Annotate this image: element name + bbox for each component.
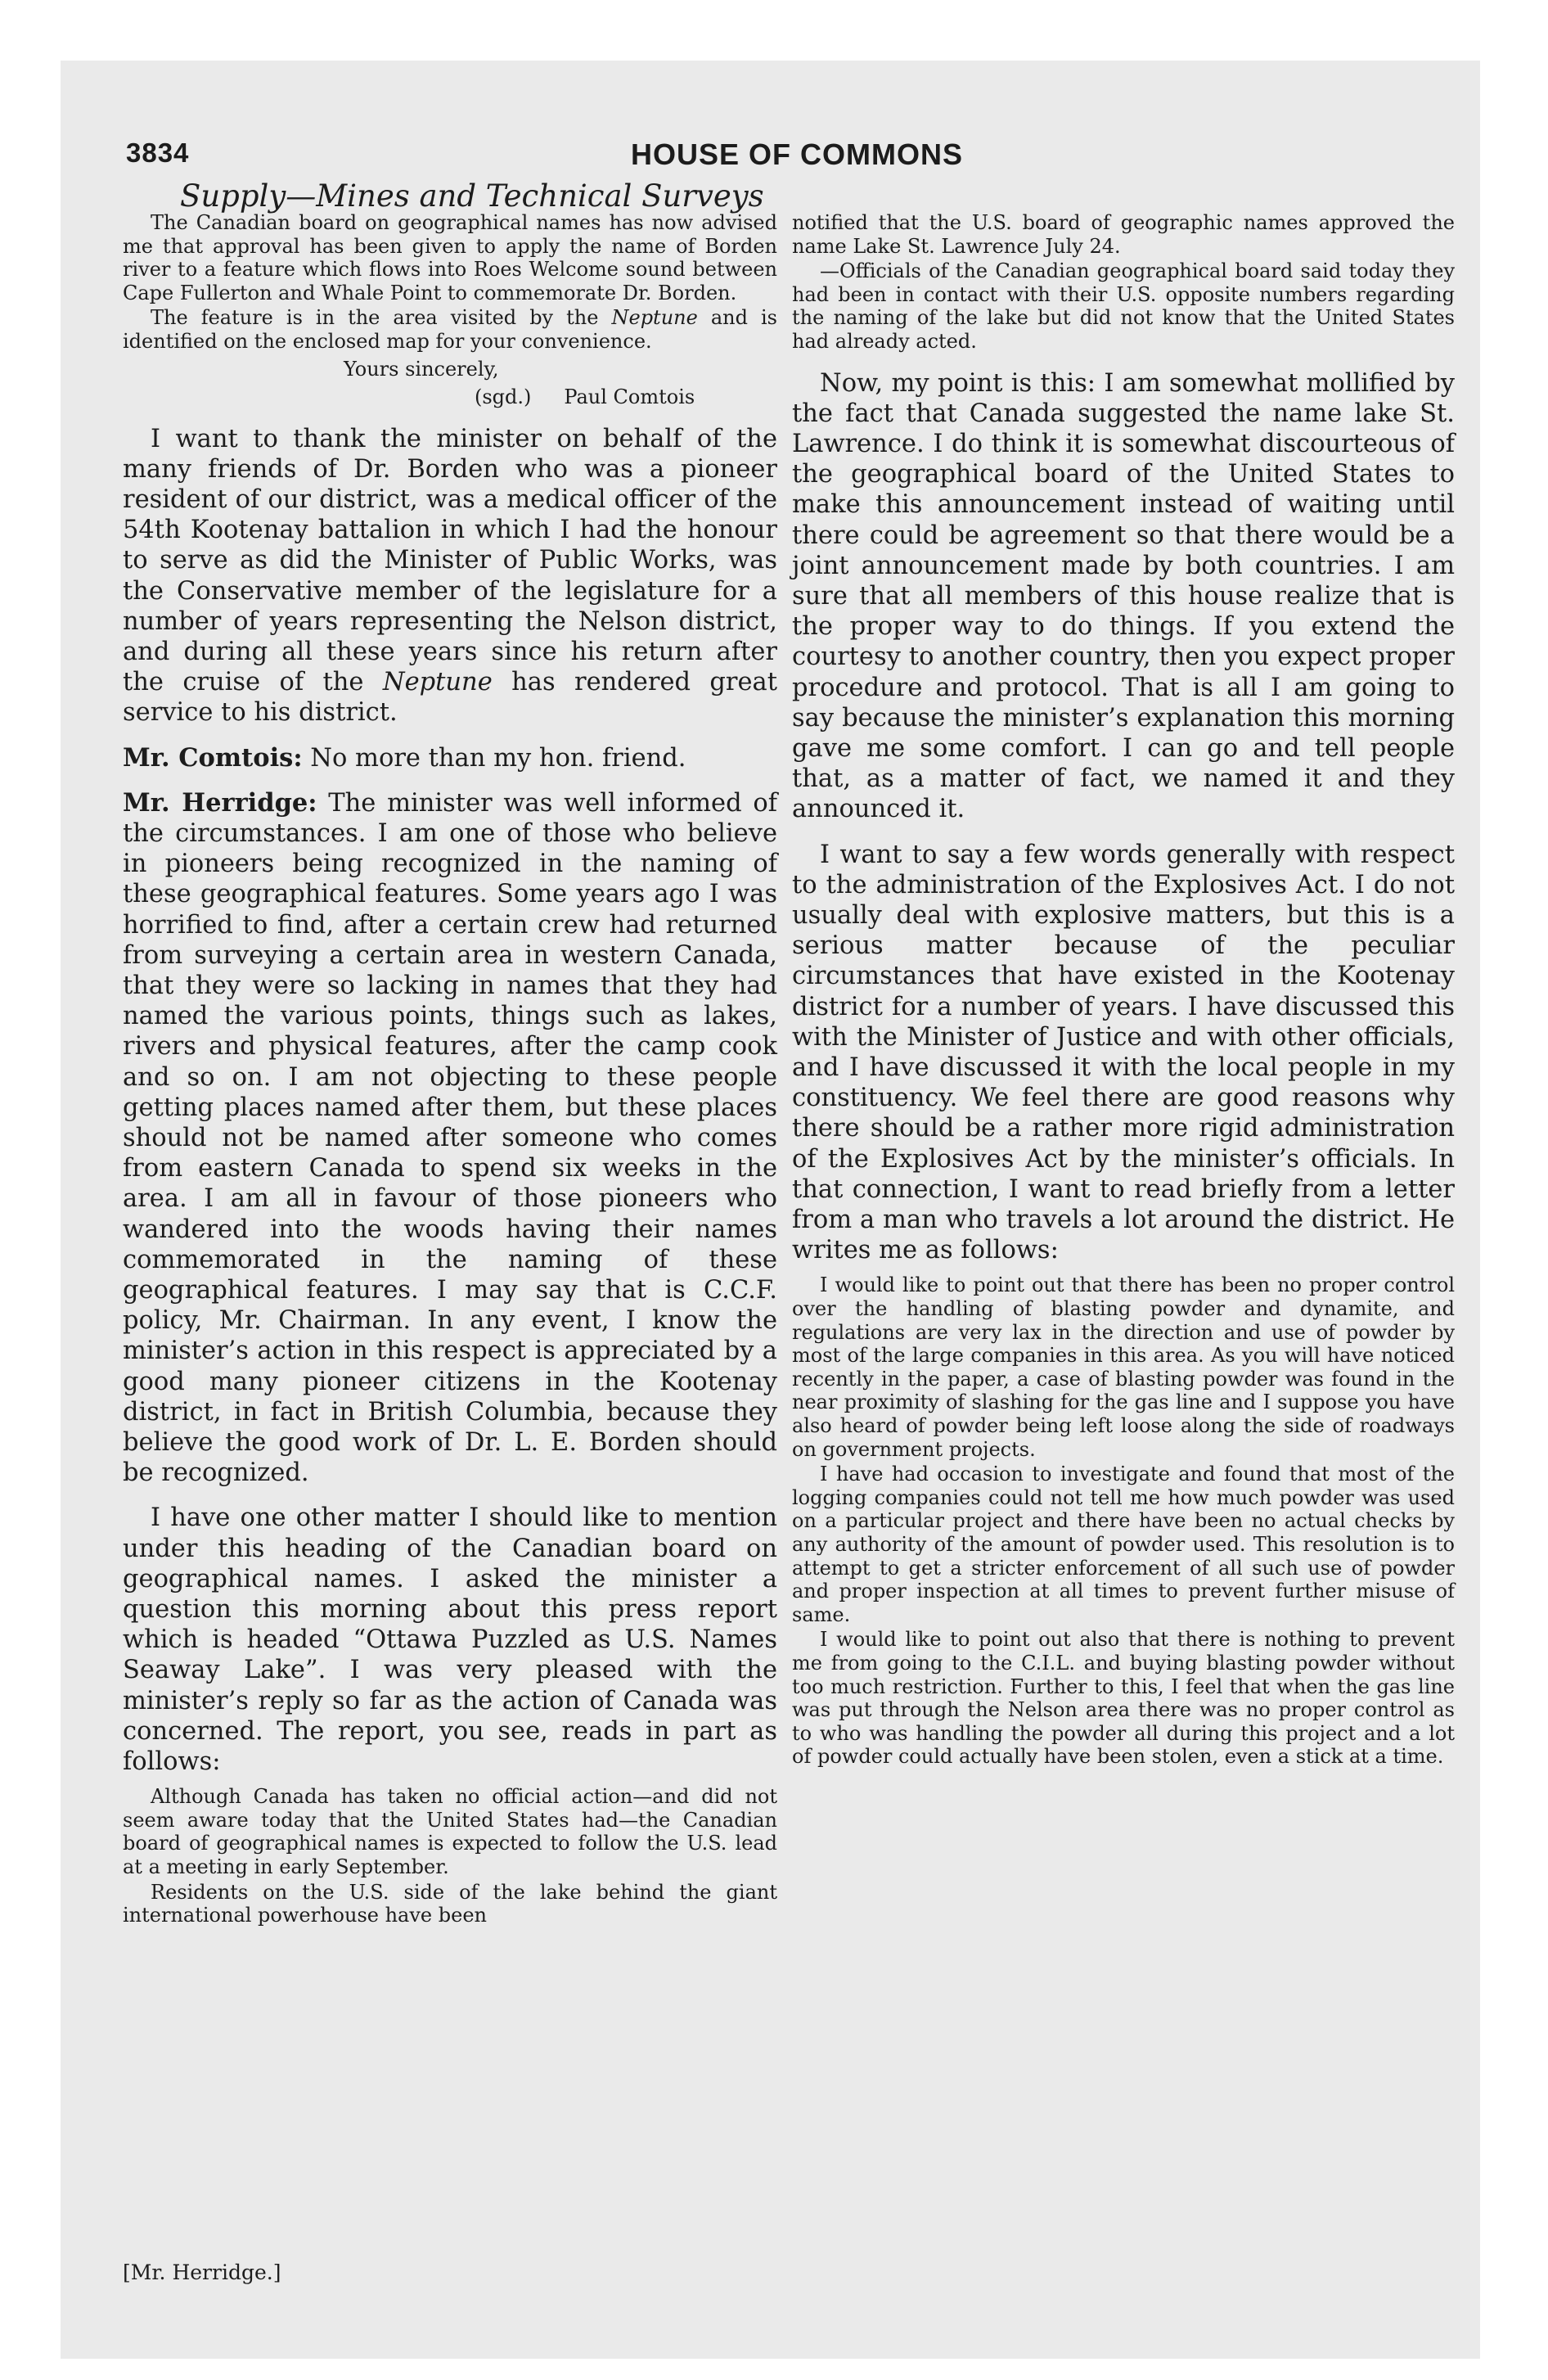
letter-paragraph: I would like to point out that there has been no proper control over the handling of blasting powder and dynamite, and regulations are very lax in the direction and use of powder by most of the large companies in this area. As you will have noticed recently in the paper, a case of blasting powder was found in the near proximity of slashing for the gas line and I suppose you have also heard of powder being left loose along the side of roadways on government projects. xyxy=(792,1273,1455,1461)
letter-closing: Yours sincerely, xyxy=(344,357,499,381)
page-number: 3834 xyxy=(126,137,190,168)
letter-signature: (sgd.) Paul Comtois xyxy=(475,385,695,408)
left-column xyxy=(123,211,777,1929)
quote-paragraph: Although Canada has taken no official action—and did not seem aware today that the United States had—the Canadian board of geographical names is expected to follow the U.S. lead at a meeting in early September. xyxy=(123,1785,777,1879)
quote-paragraph: —Officials of the Canadian geographical board said today they had been in contact with their U.S. opposite numbers regarding the naming of the lake but did not know that the United States had already acted. xyxy=(792,259,1455,353)
speaker-name: Mr. Comtois: xyxy=(123,742,303,773)
speech-paragraph: I have one other matter I should like to mention under this heading of the Canadian board on geographical names. I asked the minister a question this morning about this press report which is headed “Ottawa Puzzled as U.S. Names Seaway Lake”. I was very pleased with the minister’s reply so far as the action of Canada was concerned. The report, you see, reads in part as follows: xyxy=(123,1503,777,1777)
quote-paragraph: notified that the U.S. board of geographic names approved the name Lake St. Lawrence July 24. xyxy=(792,211,1455,258)
section-subtitle: Supply—Mines and Technical Surveys xyxy=(180,178,764,214)
speech-paragraph: Mr. Herridge: The minister was well informed of the circumstances. I am one of those who believe in pioneers being recognized in the naming of these geographical features. Some years ago I was horrified to find, after a certain crew had returned from surveying a certain area in western Canada, that they were so lacking in names that they had named the various points, things such as lakes, rivers and physical features, after the camp cook and so on. I am not objecting to these people getting places named after them, but these places should not be named after someone who comes from eastern Canada to spend six weeks in the area. I am all in favour of those pioneers who wandered into the woods having their names commemorated in the naming of these geographical features. I may say that is C.C.F. policy, Mr. Chairman. In any event, I know the minister’s action in this respect is appreciated by a good many pioneer citizens in the Kootenay district, in fact in British Columbia, because they believe the good work of Dr. L. E. Borden should be recognized. xyxy=(123,787,778,1488)
page-header xyxy=(126,137,1435,175)
ship-name: Neptune xyxy=(611,306,698,330)
letter-paragraph: The Canadian board on geographical names has now advised me that approval has been given to apply the name of Borden river to a feature which flows into Roes Welcome sound between Cape Fullerton and Whale Point to commemorate Dr. Borden. xyxy=(123,211,777,304)
speaker-name: Mr. Herridge: xyxy=(123,787,317,818)
ship-name: Neptune xyxy=(382,668,493,697)
speech-paragraph: Mr. Comtois: No more than my hon. friend. xyxy=(123,742,686,773)
letter-paragraph: I have had occasion to investigate and found that most of the logging companies could not tell me how much powder was used on a particular project and there have been no actual checks by any authority of the amount of powder used. This resolution is to attempt to get a stricter enforcement of all such use of powder and proper inspection at all times to prevent further misuse of same. xyxy=(792,1463,1455,1626)
letter-paragraph: I would like to point out also that there is nothing to prevent me from going to the C.I.L. and buying blasting powder without too much restriction. Further to this, I feel that when the gas line was put through the Nelson area there was no proper control as to who was handling the powder all during this project and a lot of powder could actually have been stolen, even a stick at a time. xyxy=(792,1628,1455,1769)
speaker-footer: [Mr. Herridge.] xyxy=(123,2261,281,2284)
speech-paragraph: I want to thank the minister on behalf of the many friends of Dr. Borden who was a pioneer resident of our district, was a medical officer of the 54th Kootenay battalion in which I had the honour to serve as did the Minister of Public Works, was the Conservative member of the legislature for a number of years representing the Nelson district, and during all these years since his return after the cruise of the Neptune has rendered great service to his district. xyxy=(123,424,777,728)
letter-paragraph: The feature is in the area visited by the Neptune and is identified on the enclosed map for your convenience. xyxy=(123,306,777,353)
speech-paragraph: Now, my point is this: I am somewhat mollified by the fact that Canada suggested the name lake St. Lawrence. I do think it is somewhat discourteous of the geographical board of the United States to make this announcement instead of waiting until there could be agreement so that there would be a joint announcement made by both countries. I am sure that all members of this house realize that is the proper way to do things. If you extend the courtesy to another country, then you expect proper procedure and protocol. That is all I am going to say because the minister’s explanation this morning gave me some comfort. I can go and tell people that, as a matter of fact, we named it and they announced it. xyxy=(792,368,1455,824)
quote-paragraph: Residents on the U.S. side of the lake behind the giant international powerhouse have been xyxy=(123,1880,777,1927)
speech-paragraph: I want to say a few words generally with respect to the administration of the Explosives Act. I do not usually deal with explosive matters, but this is a serious matter because of the peculiar circumstances that have existed in the Kootenay district for a number of years. I have discussed this with the Minister of Justice and with other officials, and I have discussed it with the local people in my constituency. We feel there are good reasons why there should be a rather more rigid administration of the Explosives Act by the minister’s officials. In that connection, I want to read briefly from a letter from a man who travels a lot around the district. He writes me as follows: xyxy=(792,840,1455,1265)
right-column xyxy=(792,211,1455,1770)
page-title: HOUSE OF COMMONS xyxy=(630,137,963,171)
